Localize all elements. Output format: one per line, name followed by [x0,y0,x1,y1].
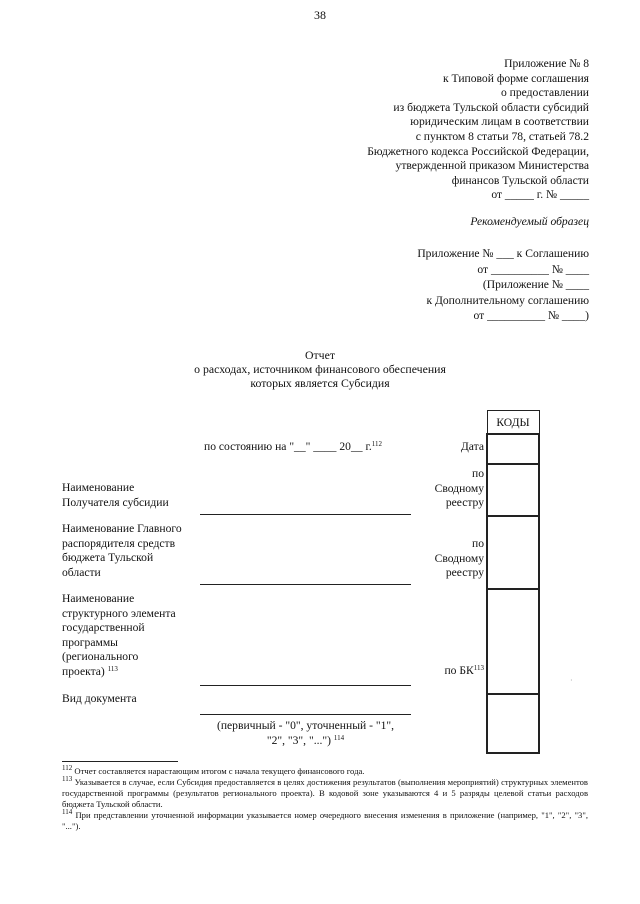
appendix-line: от _____ г. № _____ [491,188,589,202]
label-recipient-name [62,481,169,510]
label-line: программы [62,635,118,649]
label-line: реестру [445,566,484,580]
footnote [62,810,588,832]
label-recipient-registry [435,467,484,511]
hint-line: (первичный - "0", уточненный - "1", [216,719,395,732]
label-line: Наименование [62,481,135,494]
label-program-element [62,592,176,680]
title-line: Отчет [305,348,335,362]
label-line: Наименование [62,592,135,605]
appendix-header [269,57,589,203]
label-line-text: проекта) [62,664,105,678]
footnote-text: Отчет составляется нарастающим итогом с начала текущего финансового года. [74,766,365,776]
footnote-num: 112 [62,764,73,772]
label-doc-type: Вид документа [62,692,137,705]
footnote-num: 114 [62,808,73,816]
appendix-line: Бюджетного кодекса Российской Федерации, [367,144,589,158]
label-line: Сводному [434,481,484,495]
label-bk-text: по БК [444,664,474,677]
title-line: о расходах, источником финансового обеспечения [194,362,446,376]
footnote [62,766,588,777]
appendix-line: Приложение № 8 [504,57,589,70]
footnote-text: Указывается в случае, если Субсидия предоставляется в целях достижения результатов (выполнения мероприятий) структурных элементов государственной программы (результатов регионального проекта). В кодовой зоне указываются 4 и 5 разряды целевой статьи расходов бюджета Тульской области. [62,777,588,809]
label-manager-name [62,522,182,580]
label-manager-registry [435,537,484,581]
label-line: распорядителя средств [62,536,176,550]
recipient-name-line[interactable] [200,514,411,515]
code-cell-manager[interactable] [487,516,539,589]
state-date [204,440,382,453]
doc-type-line[interactable] [200,714,411,715]
hint-line-text: "2", "3", "...") [266,733,331,747]
recommended-sample: Рекомендуемый образец [470,215,589,228]
label-line: государственной [62,621,145,635]
footnote-separator [62,761,178,762]
agreement-block [269,246,589,324]
scan-dot: · [570,676,573,685]
label-date: Дата [460,440,484,453]
manager-name-line[interactable] [200,584,411,585]
agreement-line: Приложение № ___ к Соглашению [417,247,589,260]
report-title [0,348,640,390]
appendix-line: о предоставлении [500,86,589,100]
codes-header: КОДЫ [487,411,539,435]
footnote-ref: 114 [333,733,345,742]
code-cell-date[interactable] [487,434,539,464]
label-bk [444,664,484,679]
footnotes [62,766,588,832]
label-line: Наименование Главного [62,522,182,535]
label-line: реестру [445,496,484,510]
hint-line [200,734,411,749]
doc-type-hint [200,719,411,748]
appendix-line: юридическим лицам в соответствии [410,115,589,129]
code-cell-recipient[interactable] [487,464,539,516]
label-line: по [471,537,484,550]
agreement-line: к Дополнительному соглашению [426,293,589,307]
agreement-line: от __________ № ____) [473,309,589,323]
page-number: 38 [314,8,326,22]
label-line: структурного элемента [62,606,176,620]
label-line [62,665,176,680]
program-element-line[interactable] [200,685,411,686]
appendix-line: финансов Тульской области [451,173,589,187]
footnote-text: При представлении уточненной информации указывается номер очередного внесения изменения в приложение (например, "1", "2", "3", "..."). [62,810,588,831]
label-line: по [471,467,484,480]
title-line: которых является Субсидия [250,376,390,390]
agreement-line: от __________ № ____ [477,262,589,276]
label-line: бюджета Тульской [62,551,154,565]
appendix-line: из бюджета Тульской области субсидий [393,100,589,114]
footnote [62,777,588,810]
code-cell-doc-type[interactable] [487,694,539,753]
state-date-text: по состоянию на "__" ____ 20__ г. [204,440,372,453]
footnote-ref: 113 [473,664,484,672]
label-line: (регионального [62,650,139,664]
footnote-ref: 112 [371,440,383,448]
label-line: Сводному [434,551,484,565]
label-line: Получателя субсидии [62,495,169,509]
agreement-line: (Приложение № ____ [482,278,589,292]
footnote-num: 113 [62,775,73,783]
code-cell-bk[interactable] [487,589,539,694]
label-line: области [62,565,101,579]
appendix-line: к Типовой форме соглашения [443,71,589,85]
appendix-line: утвержденной приказом Министерства [395,159,589,173]
codes-table [486,410,540,754]
appendix-line: с пунктом 8 статьи 78, статьей 78.2 [415,129,589,143]
footnote-ref: 113 [107,664,118,673]
